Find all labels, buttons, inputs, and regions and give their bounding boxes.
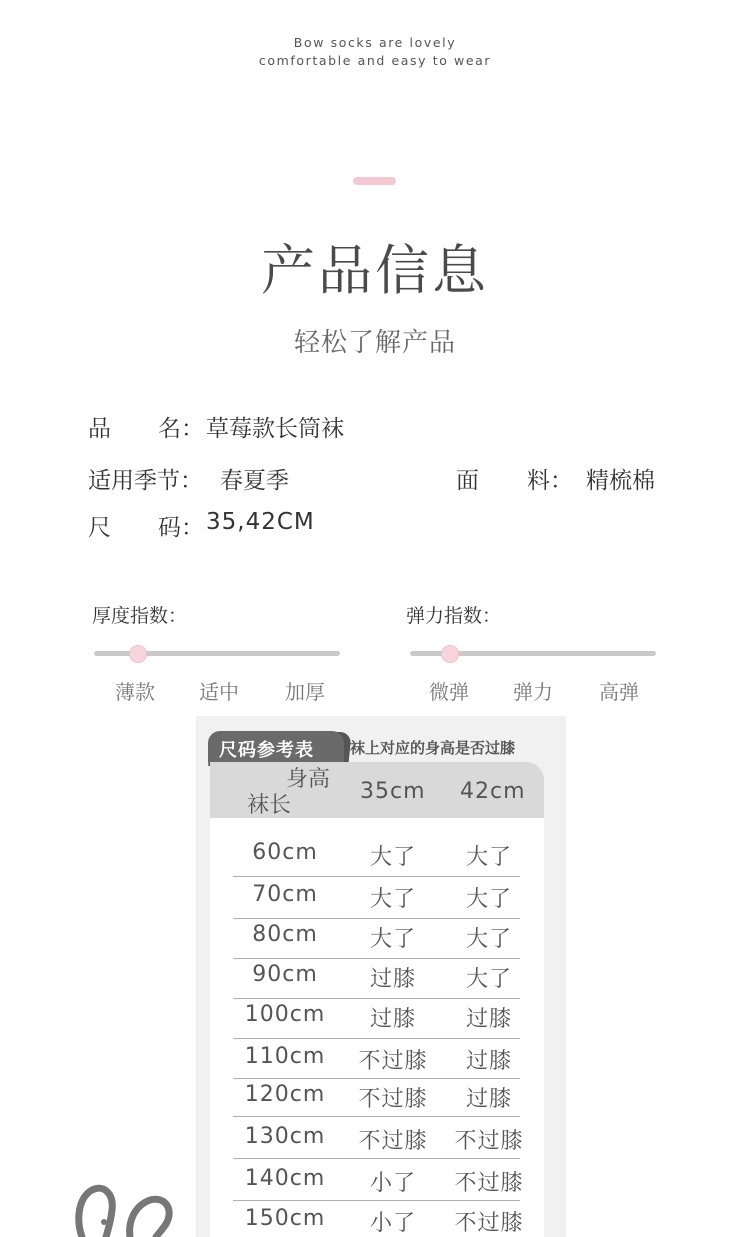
- row-height-cell: 140cm: [244, 1166, 326, 1191]
- row-42cm-cell: 大了: [465, 845, 512, 870]
- row-35cm-cell: 小了: [369, 1211, 416, 1236]
- row-divider: [233, 1158, 520, 1159]
- header-height-label: 身高: [286, 767, 331, 792]
- material-label-char-2: 料：: [527, 468, 573, 494]
- tagline-line-1: Bow socks are lovely: [293, 35, 457, 50]
- size-label-char-2: 码：: [158, 515, 204, 541]
- row-height-cell: 100cm: [244, 1002, 326, 1027]
- product-name-value: 草莓款长筒袜: [206, 416, 344, 442]
- elasticity-scale-indicator: [441, 645, 459, 663]
- row-35cm-cell: 小了: [369, 1171, 416, 1196]
- row-height-cell: 150cm: [244, 1206, 326, 1231]
- row-42cm-cell: 不过膝: [454, 1171, 524, 1196]
- row-height-cell: 60cm: [252, 840, 318, 865]
- size-value: 35,42CM: [206, 509, 315, 535]
- material-value: 精梳棉: [586, 468, 655, 494]
- row-42cm-cell: 大了: [465, 967, 512, 992]
- row-35cm-cell: 过膝: [369, 967, 416, 992]
- page-title: 产品信息: [261, 239, 489, 302]
- tagline-line-2: comfortable and easy to wear: [258, 53, 492, 68]
- row-divider: [233, 958, 520, 959]
- row-35cm-cell: 不过膝: [358, 1087, 428, 1112]
- size-table-note: 袜上对应的身高是否过膝: [350, 739, 516, 757]
- row-divider: [233, 1200, 520, 1201]
- size-table-tab-label: 尺码参考表: [219, 740, 314, 761]
- row-42cm-cell: 大了: [465, 887, 512, 912]
- row-35cm-cell: 大了: [369, 927, 416, 952]
- name-label-char-2: 名：: [158, 416, 204, 442]
- elasticity-tick-slight: 微弹: [429, 680, 469, 704]
- season-value: 春夏季: [220, 468, 289, 494]
- elasticity-tick-elastic: 弹力: [513, 680, 553, 704]
- row-35cm-cell: 大了: [369, 887, 416, 912]
- row-42cm-cell: 不过膝: [454, 1129, 524, 1154]
- row-height-cell: 130cm: [244, 1124, 326, 1149]
- row-42cm-cell: 不过膝: [454, 1211, 524, 1236]
- header-column-35: 35cm: [360, 779, 426, 804]
- row-35cm-cell: 大了: [369, 845, 416, 870]
- size-label-char-1: 尺: [88, 515, 111, 541]
- season-label: 适用季节：: [88, 468, 203, 494]
- row-height-cell: 120cm: [244, 1082, 326, 1107]
- row-divider: [233, 998, 520, 999]
- row-height-cell: 110cm: [244, 1044, 326, 1069]
- row-divider: [233, 918, 520, 919]
- row-divider: [233, 1116, 520, 1117]
- accent-divider: [353, 177, 396, 185]
- elasticity-tick-high: 高弹: [599, 680, 639, 704]
- row-35cm-cell: 不过膝: [358, 1129, 428, 1154]
- row-42cm-cell: 大了: [465, 927, 512, 952]
- row-42cm-cell: 过膝: [465, 1049, 512, 1074]
- row-42cm-cell: 过膝: [465, 1007, 512, 1032]
- row-height-cell: 80cm: [252, 922, 318, 947]
- elasticity-scale-title: 弹力指数：: [406, 605, 502, 627]
- row-divider: [233, 1078, 520, 1079]
- row-42cm-cell: 过膝: [465, 1087, 512, 1112]
- material-label-char-1: 面: [456, 468, 479, 494]
- row-height-cell: 90cm: [252, 962, 318, 987]
- thickness-tick-thin: 薄款: [115, 680, 155, 704]
- thickness-tick-medium: 适中: [199, 680, 239, 704]
- row-35cm-cell: 过膝: [369, 1007, 416, 1032]
- header-column-42: 42cm: [460, 779, 526, 804]
- name-label-char-1: 品: [88, 416, 111, 442]
- thickness-scale-title: 厚度指数：: [92, 605, 188, 627]
- row-divider: [233, 1038, 520, 1039]
- thickness-scale-indicator: [129, 645, 147, 663]
- thickness-tick-thick: 加厚: [285, 680, 325, 704]
- row-35cm-cell: 不过膝: [358, 1049, 428, 1074]
- header-length-label: 袜长: [247, 793, 292, 818]
- row-divider: [233, 876, 520, 877]
- row-height-cell: 70cm: [252, 882, 318, 907]
- bunny-ears-doodle-icon: [70, 1180, 190, 1237]
- page-subtitle: 轻松了解产品: [293, 328, 456, 358]
